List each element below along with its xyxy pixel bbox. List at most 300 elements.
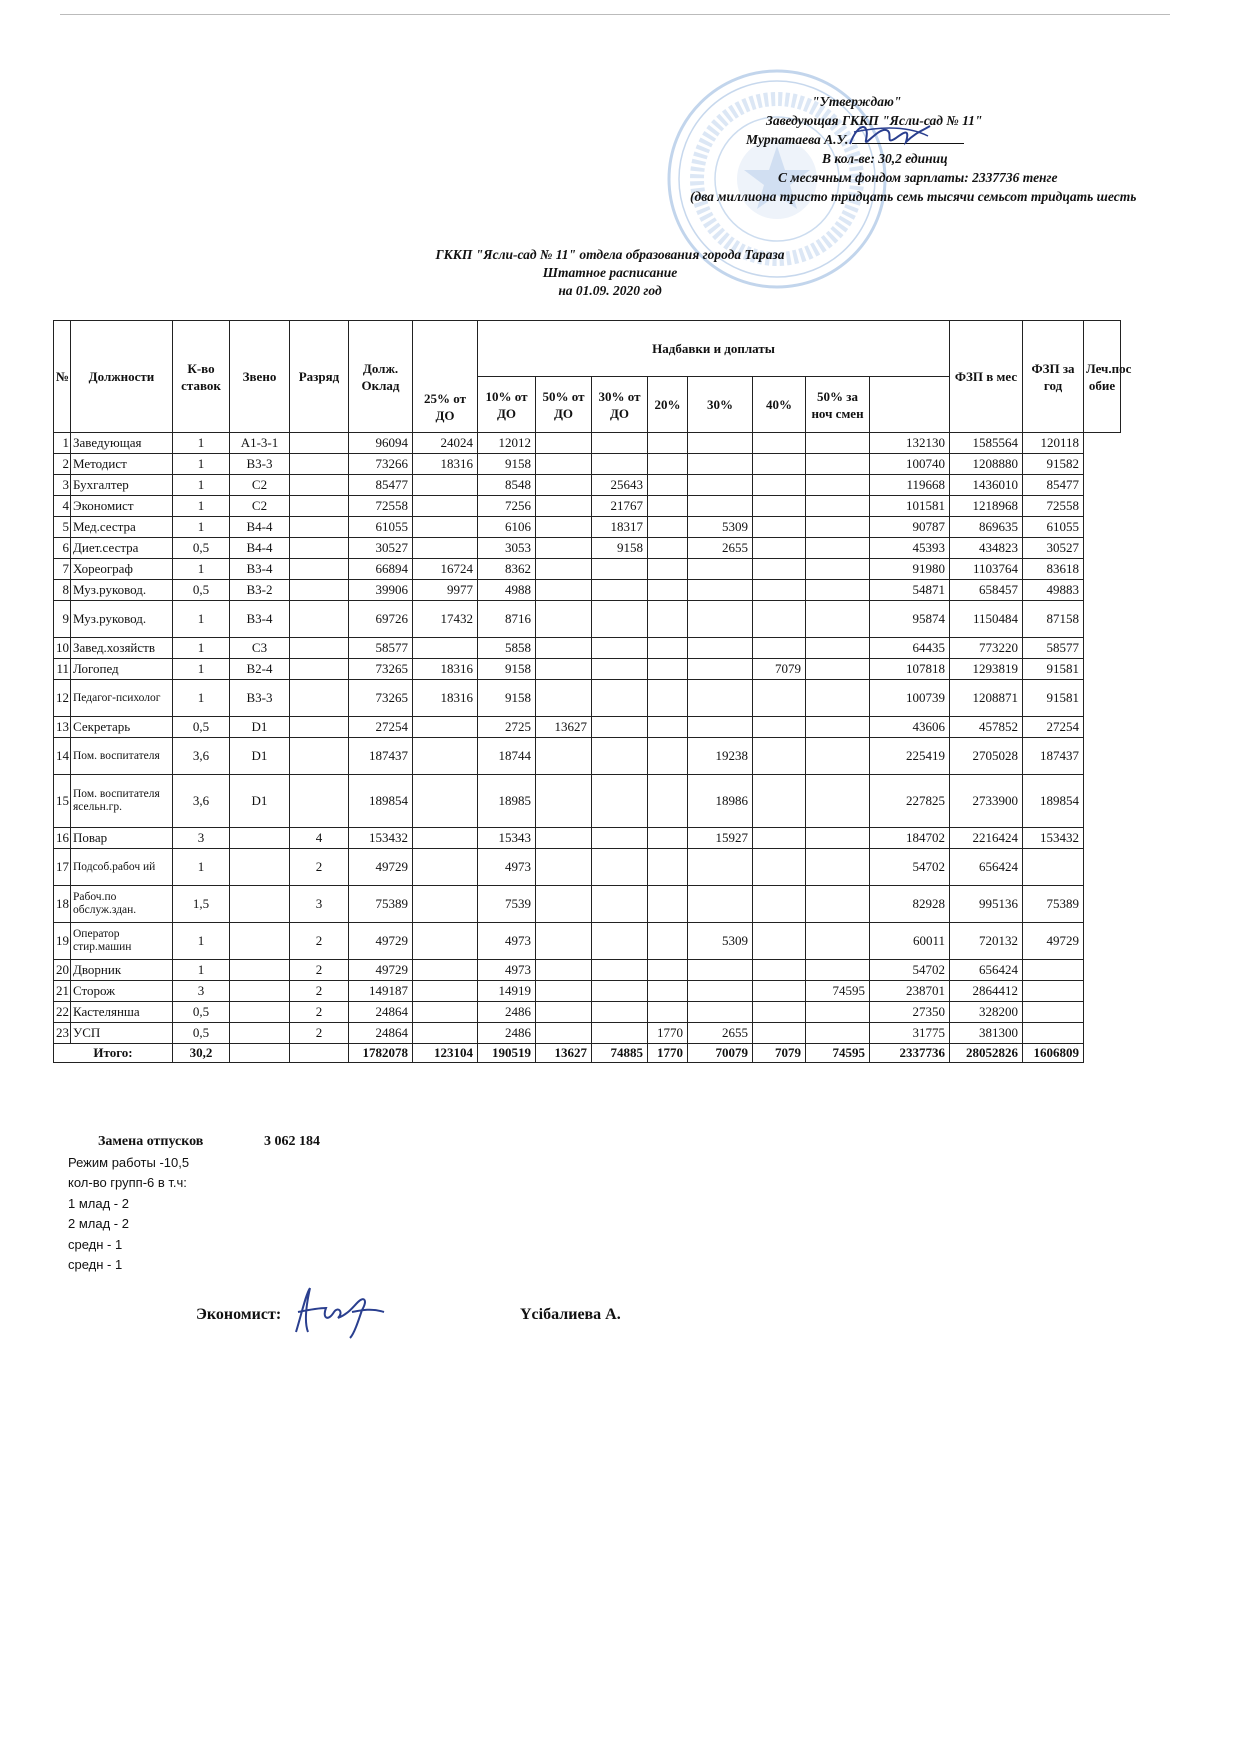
cell-position-name: Бухгалтер xyxy=(71,475,173,496)
cell-allowance-20pct xyxy=(648,638,688,659)
cell-base-salary: 73266 xyxy=(349,454,413,475)
cell-grade xyxy=(290,454,349,475)
table-row xyxy=(54,849,1121,886)
table-row xyxy=(54,717,1121,738)
cell-grade: 2 xyxy=(290,981,349,1002)
cell-allowance-30pct-do xyxy=(592,559,648,580)
cell-fzp-month: 227825 xyxy=(870,775,950,828)
cell-rates-count: 1 xyxy=(173,923,230,960)
table-row xyxy=(54,828,1121,849)
cell-allowance-10pct: 2486 xyxy=(478,1002,536,1023)
cell-allowance-20pct xyxy=(648,738,688,775)
cell-link-code xyxy=(230,849,290,886)
cell-rates-count: 0,5 xyxy=(173,717,230,738)
cell-allowance-20pct xyxy=(648,960,688,981)
cell-position-name: Заведующая xyxy=(71,433,173,454)
cell-base-salary: 149187 xyxy=(349,981,413,1002)
cell-allowance-25pct xyxy=(413,886,478,923)
cell-allowance-20pct xyxy=(648,717,688,738)
total-rates: 30,2 xyxy=(173,1044,230,1063)
cell-allowance-30pct xyxy=(688,960,753,981)
cell-grade xyxy=(290,496,349,517)
cell-base-salary: 189854 xyxy=(349,775,413,828)
cell-position-name: Пом. воспитателя ясельн.гр. xyxy=(71,775,173,828)
cell-position-name: УСП xyxy=(71,1023,173,1044)
cell-allowance-30pct-do: 9158 xyxy=(592,538,648,559)
staffing-table xyxy=(53,320,1132,1063)
cell-allowance-30pct xyxy=(688,849,753,886)
cell-allowance-30pct-do xyxy=(592,680,648,717)
cell-fzp-month: 45393 xyxy=(870,538,950,559)
cell-allowance-10pct: 2725 xyxy=(478,717,536,738)
cell-row-number: 21 xyxy=(54,981,71,1002)
cell-link-code: В4-4 xyxy=(230,538,290,559)
cell-allowance-20pct xyxy=(648,538,688,559)
cell-rates-count: 1 xyxy=(173,849,230,886)
approval-line-words: (два миллиона тристо тридцать семь тысячи семьсот тридцать шесть xyxy=(690,189,1137,204)
cell-row-number: 22 xyxy=(54,1002,71,1023)
cell-allowance-20pct xyxy=(648,828,688,849)
cell-health-allowance xyxy=(1023,1023,1084,1044)
cell-rates-count: 1 xyxy=(173,475,230,496)
table-row xyxy=(54,680,1121,717)
table-row xyxy=(54,496,1121,517)
cell-grade: 2 xyxy=(290,1023,349,1044)
note-line: 1 млад - 2 xyxy=(68,1195,129,1211)
cell-allowance-20pct xyxy=(648,580,688,601)
cell-allowance-30pct: 5309 xyxy=(688,517,753,538)
cell-allowance-40pct xyxy=(753,775,806,828)
cell-allowance-20pct xyxy=(648,886,688,923)
cell-row-number: 7 xyxy=(54,559,71,580)
cell-allowance-20pct xyxy=(648,923,688,960)
cell-allowance-25pct xyxy=(413,496,478,517)
cell-health-allowance: 189854 xyxy=(1023,775,1084,828)
total-20pct: 1770 xyxy=(648,1044,688,1063)
cell-allowance-50pct xyxy=(536,828,592,849)
cell-allowance-20pct xyxy=(648,559,688,580)
cell-position-name: Кастелянша xyxy=(71,1002,173,1023)
cell-allowance-30pct-do: 18317 xyxy=(592,517,648,538)
cell-allowance-25pct xyxy=(413,981,478,1002)
cell-link-code: С2 xyxy=(230,475,290,496)
cell-fzp-year: 720132 xyxy=(950,923,1023,960)
cell-fzp-year: 2733900 xyxy=(950,775,1023,828)
cell-fzp-year: 656424 xyxy=(950,960,1023,981)
cell-fzp-year: 1103764 xyxy=(950,559,1023,580)
cell-row-number: 18 xyxy=(54,886,71,923)
header-allowances: Надбавки и доплаты xyxy=(478,321,950,377)
cell-allowance-50pct-night xyxy=(806,475,870,496)
cell-allowance-50pct-night: 74595 xyxy=(806,981,870,1002)
cell-allowance-40pct xyxy=(753,496,806,517)
header-link: Звено xyxy=(230,321,290,433)
economist-signature xyxy=(288,1282,400,1340)
cell-rates-count: 1 xyxy=(173,601,230,638)
approval-line-fund: С месячным фондом зарплаты: 2337736 тенге xyxy=(778,170,1058,185)
cell-allowance-30pct-do xyxy=(592,960,648,981)
cell-base-salary: 75389 xyxy=(349,886,413,923)
cell-position-name: Рабоч.по обслуж.здан. xyxy=(71,886,173,923)
cell-grade xyxy=(290,738,349,775)
cell-allowance-30pct-do xyxy=(592,1023,648,1044)
cell-allowance-30pct-do xyxy=(592,454,648,475)
cell-fzp-year: 1293819 xyxy=(950,659,1023,680)
cell-link-code xyxy=(230,828,290,849)
cell-base-salary: 49729 xyxy=(349,960,413,981)
cell-position-name: Хореограф xyxy=(71,559,173,580)
table-row xyxy=(54,638,1121,659)
cell-allowance-20pct: 1770 xyxy=(648,1023,688,1044)
cell-allowance-25pct xyxy=(413,717,478,738)
cell-position-name: Сторож xyxy=(71,981,173,1002)
cell-allowance-25pct: 16724 xyxy=(413,559,478,580)
cell-link-code: С3 xyxy=(230,638,290,659)
table-row xyxy=(54,981,1121,1002)
cell-allowance-10pct: 4973 xyxy=(478,960,536,981)
cell-allowance-25pct xyxy=(413,1023,478,1044)
cell-link-code: А1-3-1 xyxy=(230,433,290,454)
header-health-allowance: Леч.пос обие xyxy=(1084,321,1121,433)
cell-base-salary: 73265 xyxy=(349,680,413,717)
cell-allowance-50pct-night xyxy=(806,433,870,454)
cell-link-code xyxy=(230,886,290,923)
cell-allowance-30pct-do xyxy=(592,849,648,886)
cell-grade xyxy=(290,775,349,828)
cell-allowance-50pct xyxy=(536,559,592,580)
cell-link-code xyxy=(230,923,290,960)
cell-allowance-30pct xyxy=(688,886,753,923)
cell-position-name: Педагог-психолог xyxy=(71,680,173,717)
header-position: Должности xyxy=(71,321,173,433)
cell-position-name: Мед.сестра xyxy=(71,517,173,538)
cell-fzp-month: 100740 xyxy=(870,454,950,475)
vacation-replacement-value: 3 062 184 xyxy=(264,1134,320,1149)
cell-health-allowance: 49729 xyxy=(1023,923,1084,960)
cell-allowance-40pct xyxy=(753,454,806,475)
cell-fzp-month: 60011 xyxy=(870,923,950,960)
cell-fzp-month: 184702 xyxy=(870,828,950,849)
cell-allowance-20pct xyxy=(648,496,688,517)
cell-grade xyxy=(290,559,349,580)
cell-allowance-50pct xyxy=(536,680,592,717)
cell-base-salary: 96094 xyxy=(349,433,413,454)
cell-allowance-25pct xyxy=(413,738,478,775)
cell-grade xyxy=(290,580,349,601)
cell-grade: 4 xyxy=(290,828,349,849)
cell-fzp-year: 1150484 xyxy=(950,601,1023,638)
cell-fzp-year: 869635 xyxy=(950,517,1023,538)
cell-link-code: D1 xyxy=(230,775,290,828)
header-30pct-do: 30% от ДО xyxy=(592,377,648,433)
cell-row-number: 1 xyxy=(54,433,71,454)
cell-allowance-20pct xyxy=(648,849,688,886)
cell-allowance-50pct-night xyxy=(806,923,870,960)
cell-rates-count: 0,5 xyxy=(173,1023,230,1044)
cell-allowance-40pct xyxy=(753,923,806,960)
cell-allowance-25pct xyxy=(413,638,478,659)
cell-allowance-20pct xyxy=(648,454,688,475)
cell-allowance-40pct xyxy=(753,886,806,923)
cell-allowance-10pct: 7539 xyxy=(478,886,536,923)
cell-grade xyxy=(290,680,349,717)
cell-allowance-50pct-night xyxy=(806,517,870,538)
cell-link-code: В3-4 xyxy=(230,601,290,638)
cell-allowance-10pct: 14919 xyxy=(478,981,536,1002)
cell-allowance-30pct-do xyxy=(592,638,648,659)
cell-fzp-year: 1585564 xyxy=(950,433,1023,454)
cell-allowance-30pct-do xyxy=(592,580,648,601)
note-line: средн - 1 xyxy=(68,1257,123,1272)
cell-grade xyxy=(290,601,349,638)
notes-block xyxy=(68,1132,320,1276)
cell-allowance-40pct xyxy=(753,738,806,775)
cell-row-number: 10 xyxy=(54,638,71,659)
total-40pct: 7079 xyxy=(753,1044,806,1063)
approver-name: Мурпатаева А.У. xyxy=(746,132,849,147)
cell-allowance-30pct: 2655 xyxy=(688,538,753,559)
cell-link-code xyxy=(230,960,290,981)
approval-line-approve: "Утверждаю" xyxy=(812,94,902,109)
cell-allowance-50pct-night xyxy=(806,849,870,886)
table-row xyxy=(54,1023,1121,1044)
cell-fzp-month: 43606 xyxy=(870,717,950,738)
title-doc-type: Штатное расписание xyxy=(542,265,678,280)
cell-allowance-50pct-night xyxy=(806,1023,870,1044)
total-label: Итого: xyxy=(54,1044,173,1063)
cell-allowance-10pct: 5858 xyxy=(478,638,536,659)
cell-allowance-40pct xyxy=(753,538,806,559)
cell-fzp-month: 64435 xyxy=(870,638,950,659)
cell-row-number: 13 xyxy=(54,717,71,738)
cell-fzp-year: 328200 xyxy=(950,1002,1023,1023)
cell-allowance-25pct xyxy=(413,923,478,960)
cell-position-name: Оператор стир.машин xyxy=(71,923,173,960)
total-health-allowance: 1606809 xyxy=(1023,1044,1084,1063)
cell-allowance-40pct xyxy=(753,601,806,638)
total-grade xyxy=(290,1044,349,1063)
cell-link-code xyxy=(230,981,290,1002)
cell-fzp-month: 238701 xyxy=(870,981,950,1002)
cell-rates-count: 3 xyxy=(173,981,230,1002)
cell-allowance-50pct xyxy=(536,601,592,638)
cell-allowance-10pct: 4973 xyxy=(478,923,536,960)
title-date: на 01.09. 2020 год xyxy=(558,283,662,298)
cell-link-code: В4-4 xyxy=(230,517,290,538)
cell-allowance-20pct xyxy=(648,475,688,496)
cell-health-allowance xyxy=(1023,849,1084,886)
director-signature xyxy=(844,118,934,152)
cell-base-salary: 30527 xyxy=(349,538,413,559)
cell-allowance-30pct: 19238 xyxy=(688,738,753,775)
table-row xyxy=(54,517,1121,538)
cell-allowance-40pct xyxy=(753,517,806,538)
cell-allowance-25pct xyxy=(413,517,478,538)
table-row xyxy=(54,538,1121,559)
cell-allowance-25pct xyxy=(413,1002,478,1023)
cell-position-name: Повар xyxy=(71,828,173,849)
cell-allowance-25pct: 17432 xyxy=(413,601,478,638)
table-row xyxy=(54,433,1121,454)
cell-rates-count: 1 xyxy=(173,454,230,475)
page-top-edge xyxy=(60,14,1170,15)
cell-health-allowance: 30527 xyxy=(1023,538,1084,559)
cell-base-salary: 153432 xyxy=(349,828,413,849)
header-fzp-month: ФЗП в мес xyxy=(950,321,1023,433)
note-line: кол-во групп-6 в т.ч: xyxy=(68,1175,187,1190)
cell-base-salary: 72558 xyxy=(349,496,413,517)
cell-allowance-40pct xyxy=(753,475,806,496)
cell-health-allowance: 58577 xyxy=(1023,638,1084,659)
cell-rates-count: 1 xyxy=(173,433,230,454)
cell-grade: 2 xyxy=(290,1002,349,1023)
table-row xyxy=(54,559,1121,580)
cell-allowance-30pct xyxy=(688,559,753,580)
table-body xyxy=(54,433,1121,1044)
total-50pct: 13627 xyxy=(536,1044,592,1063)
cell-allowance-50pct: 13627 xyxy=(536,717,592,738)
cell-allowance-40pct: 7079 xyxy=(753,659,806,680)
vacation-replacement-label: Замена отпусков xyxy=(98,1134,204,1149)
cell-rates-count: 1 xyxy=(173,496,230,517)
cell-allowance-30pct xyxy=(688,638,753,659)
cell-allowance-10pct: 9158 xyxy=(478,454,536,475)
header-30pct: 30% xyxy=(688,377,753,433)
cell-health-allowance: 75389 xyxy=(1023,886,1084,923)
cell-fzp-year: 1208871 xyxy=(950,680,1023,717)
cell-position-name: Пом. воспитателя xyxy=(71,738,173,775)
cell-row-number: 6 xyxy=(54,538,71,559)
cell-position-name: Дворник xyxy=(71,960,173,981)
note-line: Режим работы -10,5 xyxy=(68,1154,190,1170)
cell-rates-count: 0,5 xyxy=(173,580,230,601)
cell-allowance-10pct: 9158 xyxy=(478,680,536,717)
total-30pct: 70079 xyxy=(688,1044,753,1063)
table-row xyxy=(54,775,1121,828)
cell-allowance-50pct xyxy=(536,981,592,1002)
cell-health-allowance: 153432 xyxy=(1023,828,1084,849)
cell-fzp-month: 107818 xyxy=(870,659,950,680)
approval-line-units: В кол-ве: 30,2 единиц xyxy=(822,151,948,166)
cell-allowance-10pct: 2486 xyxy=(478,1023,536,1044)
cell-position-name: Муз.руковод. xyxy=(71,580,173,601)
cell-allowance-25pct xyxy=(413,960,478,981)
cell-allowance-30pct xyxy=(688,717,753,738)
cell-fzp-year: 381300 xyxy=(950,1023,1023,1044)
cell-allowance-50pct-night xyxy=(806,960,870,981)
cell-rates-count: 1 xyxy=(173,680,230,717)
cell-health-allowance: 91581 xyxy=(1023,680,1084,717)
cell-fzp-month: 119668 xyxy=(870,475,950,496)
cell-link-code: В3-2 xyxy=(230,580,290,601)
cell-rates-count: 0,5 xyxy=(173,1002,230,1023)
cell-allowance-40pct xyxy=(753,638,806,659)
cell-row-number: 2 xyxy=(54,454,71,475)
cell-fzp-year: 434823 xyxy=(950,538,1023,559)
total-salary: 1782078 xyxy=(349,1044,413,1063)
cell-allowance-30pct: 2655 xyxy=(688,1023,753,1044)
cell-allowance-20pct xyxy=(648,981,688,1002)
cell-allowance-50pct xyxy=(536,738,592,775)
cell-fzp-year: 2864412 xyxy=(950,981,1023,1002)
cell-allowance-30pct: 15927 xyxy=(688,828,753,849)
cell-allowance-50pct-night xyxy=(806,659,870,680)
cell-link-code: В3-3 xyxy=(230,454,290,475)
cell-allowance-20pct xyxy=(648,659,688,680)
cell-allowance-30pct-do: 25643 xyxy=(592,475,648,496)
cell-allowance-10pct: 4973 xyxy=(478,849,536,886)
cell-fzp-month: 91980 xyxy=(870,559,950,580)
cell-health-allowance xyxy=(1023,960,1084,981)
cell-allowance-30pct-do xyxy=(592,886,648,923)
cell-allowance-10pct: 18985 xyxy=(478,775,536,828)
cell-allowance-10pct: 15343 xyxy=(478,828,536,849)
cell-fzp-month: 225419 xyxy=(870,738,950,775)
total-row xyxy=(54,1044,1121,1063)
cell-row-number: 20 xyxy=(54,960,71,981)
cell-allowance-40pct xyxy=(753,828,806,849)
total-25pct: 123104 xyxy=(413,1044,478,1063)
cell-rates-count: 1,5 xyxy=(173,886,230,923)
cell-rates-count: 3,6 xyxy=(173,738,230,775)
cell-fzp-month: 101581 xyxy=(870,496,950,517)
cell-allowance-25pct xyxy=(413,475,478,496)
cell-allowance-50pct-night xyxy=(806,601,870,638)
cell-fzp-year: 2216424 xyxy=(950,828,1023,849)
cell-rates-count: 3 xyxy=(173,828,230,849)
approval-line-head: Заведующая ГККП "Ясли-сад № 11" xyxy=(766,113,983,128)
cell-link-code: В2-4 xyxy=(230,659,290,680)
cell-allowance-25pct: 18316 xyxy=(413,454,478,475)
cell-link-code: D1 xyxy=(230,717,290,738)
header-25pct: 25% от ДО xyxy=(413,321,478,433)
cell-allowance-30pct xyxy=(688,433,753,454)
cell-rates-count: 1 xyxy=(173,559,230,580)
total-fzp-month: 2337736 xyxy=(870,1044,950,1063)
cell-grade xyxy=(290,659,349,680)
cell-allowance-20pct xyxy=(648,517,688,538)
cell-allowance-30pct-do xyxy=(592,717,648,738)
cell-base-salary: 49729 xyxy=(349,849,413,886)
cell-health-allowance: 187437 xyxy=(1023,738,1084,775)
header-number: № xyxy=(54,321,71,433)
cell-fzp-year: 1208880 xyxy=(950,454,1023,475)
cell-fzp-month: 27350 xyxy=(870,1002,950,1023)
cell-allowance-10pct: 9158 xyxy=(478,659,536,680)
table-row xyxy=(54,886,1121,923)
cell-row-number: 3 xyxy=(54,475,71,496)
cell-allowance-50pct xyxy=(536,960,592,981)
cell-allowance-25pct xyxy=(413,828,478,849)
cell-allowance-25pct: 9977 xyxy=(413,580,478,601)
cell-row-number: 19 xyxy=(54,923,71,960)
cell-allowance-50pct-night xyxy=(806,496,870,517)
cell-health-allowance: 72558 xyxy=(1023,496,1084,517)
cell-row-number: 4 xyxy=(54,496,71,517)
cell-position-name: Муз.руковод. xyxy=(71,601,173,638)
cell-link-code xyxy=(230,1002,290,1023)
cell-grade: 2 xyxy=(290,960,349,981)
cell-allowance-50pct-night xyxy=(806,680,870,717)
total-30pct-do: 74885 xyxy=(592,1044,648,1063)
cell-grade xyxy=(290,717,349,738)
header-rates: К-во ставок xyxy=(173,321,230,433)
note-line: 2 млад - 2 xyxy=(68,1216,129,1231)
cell-base-salary: 24864 xyxy=(349,1023,413,1044)
cell-allowance-50pct-night xyxy=(806,580,870,601)
title-organization: ГККП "Ясли-сад № 11" отдела образования города Тараза xyxy=(435,247,785,262)
cell-link-code: D1 xyxy=(230,738,290,775)
